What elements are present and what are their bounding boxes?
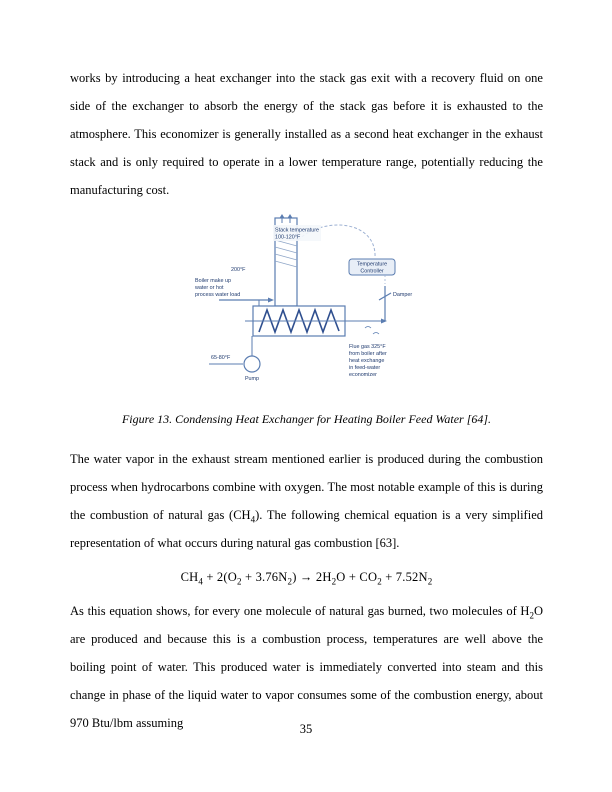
label-pump: Pump: [244, 376, 260, 382]
equation-segment: ) → 2H: [292, 570, 332, 584]
text-fragment: The water vapor in the exhaust stream mentioned earlier is produced during the combustion process when hydrocarbons combine with oxygen. The most notable example of this is during the combustion of natural gas (CH: [70, 452, 543, 522]
label-65-80f: 65-80°F: [211, 355, 231, 361]
makeup-water-arrowhead: [268, 298, 274, 303]
equation-segment: O + CO: [336, 570, 378, 584]
figure-13-diagram: [189, 214, 424, 394]
label-flue-gas-5: economizer: [349, 372, 377, 378]
flue-gas-flow-arrowhead: [381, 319, 387, 324]
equation-segment: + 3.76N: [241, 570, 288, 584]
pump-symbol: [244, 356, 260, 372]
chemical-equation: [70, 563, 543, 591]
label-flue-gas-4: in feed-water: [349, 365, 381, 371]
label-temperature-controller-1: Temperature: [356, 261, 388, 268]
subscript: 4: [250, 514, 256, 525]
body-paragraph-1: works by introducing a heat exchanger into the stack gas exit with a recovery fluid on one side of the exchanger to absorb the energy of the stack gas before it is exhausted to the atmosphere. This economizer is generally installed as a second heat exchanger in the exhaust stack and is only required to operate in a lower temperature range, potentially reducing the manufacturing cost.: [70, 71, 543, 197]
text-fragment: ). The following chemical equation is a very simplified representation of what occurs during natural gas combustion [63].: [70, 508, 543, 550]
equation-subscript: 2: [287, 576, 293, 587]
figure-caption: Figure 13. Condensing Heat Exchanger for Heating Boiler Feed Water [64].: [121, 412, 492, 426]
page-content: [70, 64, 543, 737]
label-makeup-water-1: Boiler make up: [195, 278, 231, 284]
label-makeup-water-2: water or hot: [195, 285, 224, 291]
equation-segment: + 7.52N: [381, 570, 428, 584]
label-flue-gas-3: heat exchange: [349, 358, 385, 364]
condensate-droplets: [365, 327, 379, 335]
label-temperature-controller-2: Controller: [360, 268, 384, 275]
equation-subscript: 2: [331, 576, 337, 587]
label-flue-gas-2: from boiler after: [349, 351, 387, 357]
equation-subscript: 4: [198, 576, 204, 587]
label-stack-temperature-range: 100-120°F: [275, 234, 301, 241]
page-number: 35: [299, 722, 313, 736]
label-200f: 200°F: [231, 267, 246, 273]
equation-segment: CH: [180, 570, 199, 584]
equation-subscript: 2: [236, 576, 242, 587]
equation-subscript: 2: [377, 576, 382, 587]
label-makeup-water-3: process water load: [195, 292, 241, 298]
text-fragment: As this equation shows, for every one molecule of natural gas burned, two molecules of H: [70, 604, 530, 618]
label-stack-temperature: Stack temperature: [275, 227, 320, 234]
equation-segment: + 2(O: [203, 570, 237, 584]
label-flue-gas-1: Flue gas 325°F: [349, 344, 386, 350]
text-fragment: O are produced and because this is a combustion process, temperatures are well above the boiling point of water. This produced water is immediately converted into steam and this change in phase of the liquid water to vapor consumes some of the combustion energy, about 970 Btu/lbm assuming: [70, 604, 543, 730]
figure-13: [70, 214, 543, 399]
equation-subscript: 2: [427, 576, 433, 587]
body-paragraph-3: [70, 597, 543, 737]
body-paragraph-2: [70, 445, 543, 557]
subscript: 2: [529, 610, 534, 621]
label-damper: Damper: [393, 292, 413, 298]
stack-exit-arrowheads: [280, 214, 293, 218]
